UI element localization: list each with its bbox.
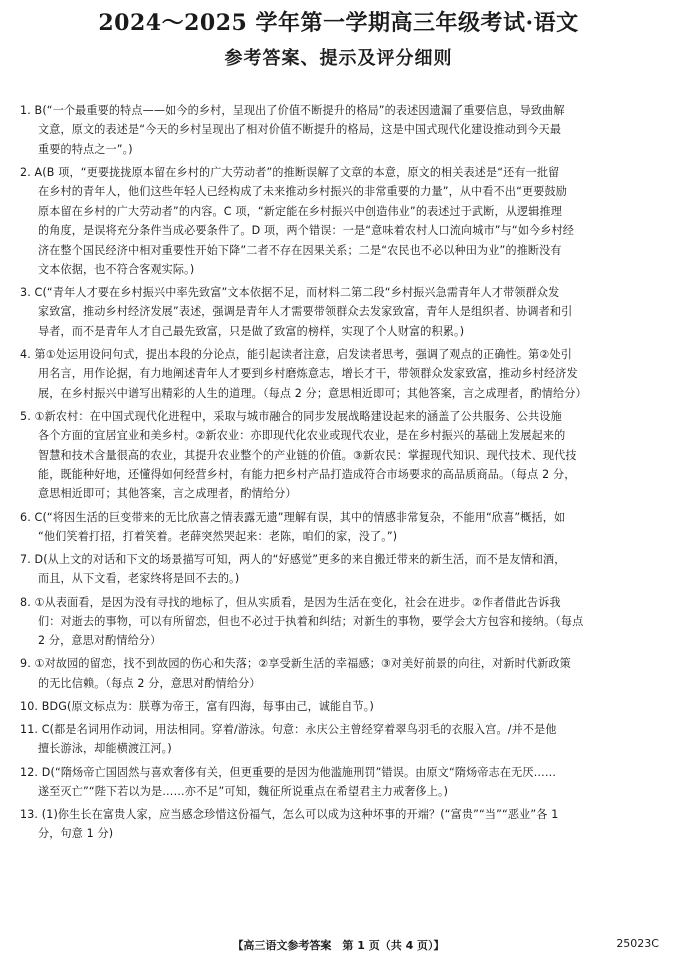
answer-line: 重要的特点之一”。) <box>38 142 133 156</box>
footer-page-info: 【高三语文参考答案 第 1 页（共 4 页）】 <box>232 939 445 952</box>
page-footer <box>0 937 677 953</box>
answer-line: 10. BDG(原文标点为：朕尊为帝王，富有四海，每事由己，诚能自节。) <box>20 699 374 713</box>
answer-item <box>20 720 660 759</box>
answer-line: 意思相近即可；其他答案，言之成理者，酌情给分） <box>38 487 297 501</box>
answer-line: 文本依据，也不符合客观实际。) <box>38 262 195 276</box>
answer-line: 展，在乡村振兴中谱写出精彩的人生的道理。（每点 2 分；意思相近即可；其他答案，言之成理者，酌情给分） <box>38 386 587 400</box>
answer-line: 8. ①从表面看，是因为没有寻找的地标了，但从实质看，是因为生活在变化，社会在进步。②作者借此告诉我 <box>20 595 561 609</box>
answer-item <box>20 550 660 589</box>
answer-line: 6. C(“将因生活的巨变带来的无比欣喜之情表露无遗”理解有误，其中的情感非常复杂，不能用“欣喜”概括，如 <box>20 510 566 524</box>
answer-line: 而且，从下文看，老家终将是回不去的。) <box>38 572 240 586</box>
answer-item <box>20 101 660 159</box>
answer-item <box>20 593 660 651</box>
answer-line: 5. ①新农村：在中国式现代化进程中，采取与城市融合的同步发展战略建设起来的涵盖了公共服务、公共设施 <box>20 409 562 423</box>
answer-line: 家致富，推动乡村经济发展”表述，强调是青年人才需要带领群众去发家致富，青年人是组织者、协调者和引 <box>38 305 573 319</box>
answer-line: 9. ①对故园的留恋，找不到故园的伤心和失落；②享受新生活的幸福感；③对美好前景的向往，对新时代新政策 <box>20 657 571 671</box>
answer-line: 12. D(“隋炀帝亡国固然与喜欢奢侈有关，但更重要的是因为他滥施刑罚”错误。由原文“隋炀帝志在无厌…… <box>20 765 557 779</box>
answer-item <box>20 345 660 403</box>
answer-line: 13. (1)你生长在富贵人家，应当感念珍惜这份福气，怎么可以成为这种坏事的开端？(“富贵”“当”“恶业”各 1 <box>20 808 559 822</box>
answer-item <box>20 654 660 693</box>
answer-line: 的无比信赖。（每点 2 分，意思对酌情给分） <box>38 676 261 690</box>
answer-line: 的角度，是误将充分条件当成必要条件了。D 项，两个错误：一是“意味着农村人口流向城市”与“如今乡村经 <box>38 224 575 238</box>
answer-line: 各个方面的宜居宜业和美乡村。②新农业：亦即现代化农业或现代农业，是在乡村振兴的基础上发展起来的 <box>38 429 566 443</box>
answer-item <box>20 407 660 504</box>
answer-line: 擅长游泳，却能横渡江河。) <box>38 742 172 756</box>
answer-line: 11. C(都是名词用作动词，用法相同。穿着/游泳。句意：永庆公主曾经穿着翠鸟羽毛的衣服入宫。/并不是他 <box>20 723 557 737</box>
answer-item <box>20 763 660 802</box>
answer-line: 2. A(B 项，“更要拢拢原本留在乡村的广大劳动者”的推断误解了文章的本意，原文的相关表述是“还有一批留 <box>20 165 560 179</box>
answer-line: 7. D(从上文的对话和下文的场景描写可知，两人的“好感觉”更多的来自搬迁带来的新生活，而不是友情和酒， <box>20 553 566 567</box>
page-title: 2024～2025 学年第一学期高三年级考试·语文 <box>98 10 579 36</box>
answer-item <box>20 508 660 547</box>
answer-item <box>20 283 660 341</box>
answer-line: 分，句意 1 分) <box>38 827 114 841</box>
answer-item <box>20 697 660 716</box>
answer-list <box>20 101 660 848</box>
answer-line: 用名言，用作论据，有力地阐述青年人才要到乡村磨炼意志，增长才干，带领群众发家致富，推动乡村经济发 <box>38 367 578 381</box>
answer-line: 们：对逝去的事物，可以有所留恋，但也不必过于执着和纠结；对新生的事物，要学会大方包容和接纳。（每点 <box>38 614 584 628</box>
answer-line: 在乡村的青年人，他们这些年轻人已经构成了未来推动乡村振兴的非常重要的力量”，从中看不出“更要鼓励 <box>38 185 568 199</box>
answer-line: 2 分，意思对酌情给分） <box>38 634 162 648</box>
answer-line: 能，既能种好地，还懂得如何经营乡村，有能力把乡村产品打造成符合市场要求的高品质商品。（每点 2 分， <box>38 468 576 482</box>
answer-line: 4. 第①处运用设问句式，提出本段的分论点，能引起读者注意，启发读者思考，强调了观点的正确性。第②处引 <box>20 347 572 361</box>
answer-line: “他们笑着打招，打着笑着。老薛突然哭起来：老陈，咱们的家，没了。”) <box>38 529 398 543</box>
answer-line: 3. C(“青年人才要在乡村振兴中率先致富”文本依据不足，而材料二第二段“乡村振兴急需青年人才带领群众发 <box>20 286 560 300</box>
answer-item <box>20 163 660 279</box>
answer-line: 济在整个国民经济中相对重要性开始下降”二者不存在因果关系；二是“农民也不必以种田为业”的推断没有 <box>38 243 562 257</box>
answer-line: 导者，而不是青年人才自己最先致富，只是做了致富的榜样，实现了个人财富的积累。) <box>38 324 465 338</box>
answer-line: 原本留在乡村的广大劳动者”的内容。C 项，“新定能在乡村振兴中创造伟业”的表述过于武断，从逻辑推理 <box>38 204 562 218</box>
page-subtitle: 参考答案、提示及评分细则 <box>224 48 453 69</box>
answer-line: 遂至灭亡”“陛下若以为是……亦不足”可知，魏征所说重点在希望君主力戒奢侈上。) <box>38 784 449 798</box>
answer-line: 智慧和技术含量很高的农业，其提升农业整个的产业链的价值。③新农民：掌握现代知识、现代技术、现代技 <box>38 448 577 462</box>
answer-line: 1. B(“一个最重要的特点——如今的乡村，呈现出了价值不断提升的格局”的表述因遗漏了重要信息，导致曲解 <box>20 104 565 117</box>
answer-item <box>20 805 660 844</box>
answer-line: 文意，原文的表述是“今天的乡村呈现出了相对价值不断提升的格局，这是中国式现代化建设推动到今天最 <box>38 123 562 137</box>
footer-code: 25023C <box>616 937 659 950</box>
